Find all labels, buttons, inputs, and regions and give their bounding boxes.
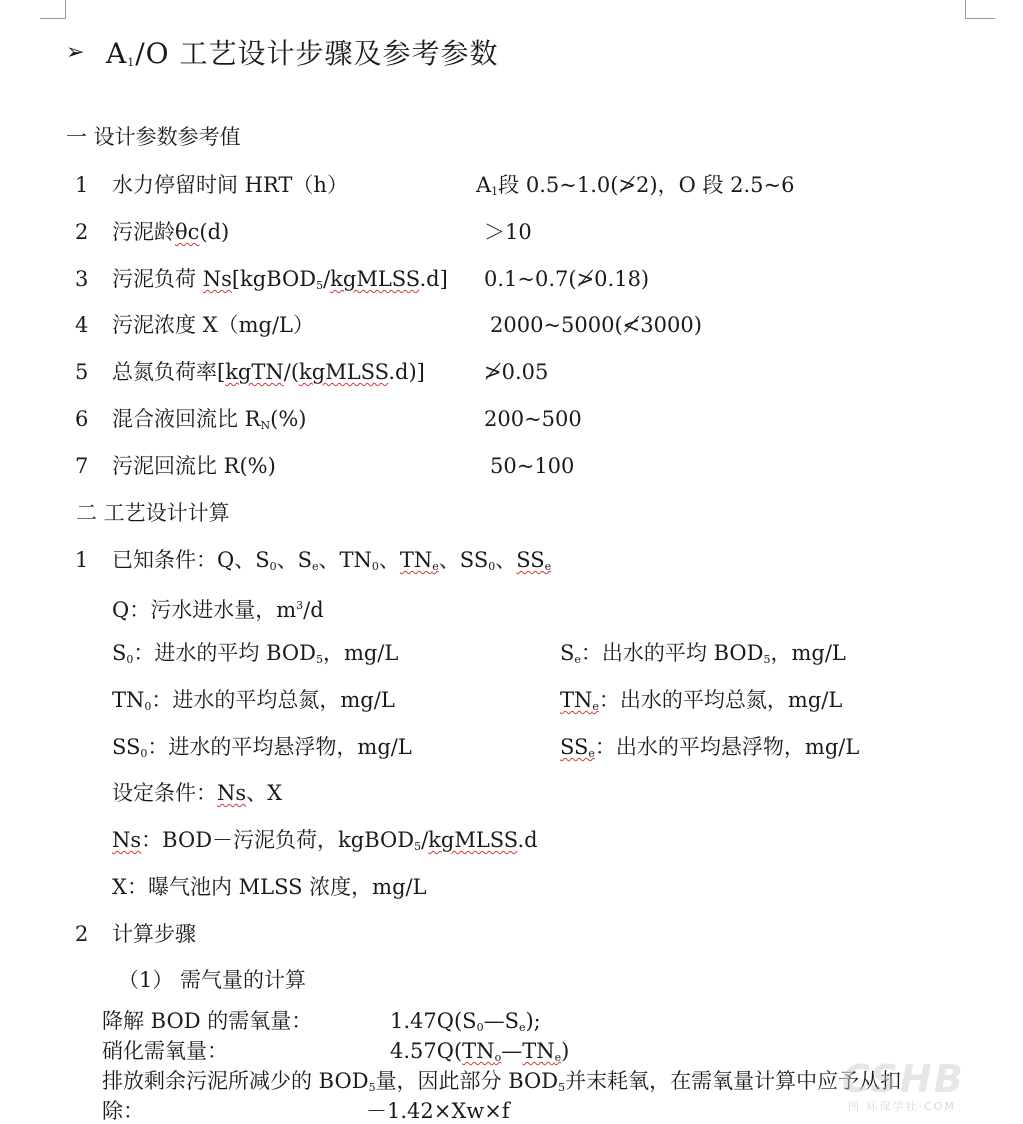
param-label: 污泥负荷 Ns[kgBOD$_5$/kgMLSS.d] xyxy=(112,267,448,292)
nitrification-label: 硝化需氧量： xyxy=(102,1039,228,1063)
item-number: 1 xyxy=(75,173,89,197)
param-label: 污泥回流比 R(%) xyxy=(112,454,276,478)
deduct-label: 除： xyxy=(102,1099,144,1123)
bod-oxygen-label: 降解 BOD 的需氧量： xyxy=(102,1009,313,1033)
bod-oxygen-formula: $1.47Q(S_0—S_e)$; xyxy=(390,1009,541,1034)
watermark-small-text: 图 环保学社·COM xyxy=(848,1100,956,1113)
page-corner-mark-left-h xyxy=(40,18,66,19)
param-value: 200~500 xyxy=(484,407,582,431)
sludge-text: 排放剩余污泥所减少的 $BOD_5$量，因此部分 $BOD_5$并末耗氧，在需氧量计算中应予从扣 xyxy=(102,1069,902,1094)
param-value: $A_1$段 0.5~1.0(≯2)，O 段 2.5~6 xyxy=(476,173,795,198)
sub-heading: （1） 需气量的计算 xyxy=(118,968,307,992)
item-number: 4 xyxy=(75,313,89,337)
step-heading: 计算步骤 xyxy=(112,922,196,946)
nitrification-formula: $4.57Q(TN_o—TN_e)$ xyxy=(390,1039,570,1064)
title-text: $A_1/O$ 工艺设计步骤及参考参数 xyxy=(106,37,499,70)
item-number: 7 xyxy=(75,454,89,478)
item-number: 6 xyxy=(75,407,89,431)
param-label: 总氮负荷率[kgTN/(kgMLSS.d)] xyxy=(112,360,425,384)
page-corner-mark-right xyxy=(965,0,966,18)
definition-se: $S_e$：出水的平均 $BOD_5$，mg/L xyxy=(560,641,846,666)
item-number: 5 xyxy=(75,360,89,384)
param-label: 污泥浓度 X（mg/L） xyxy=(112,313,315,337)
param-label: 水力停留时间 HRT（h） xyxy=(112,173,348,197)
param-value: 50~100 xyxy=(490,454,575,478)
param-value: ＞10 xyxy=(484,220,532,244)
deduct-formula: －1.42×Xw×f xyxy=(366,1099,510,1123)
item-number: 3 xyxy=(75,267,89,291)
page-corner-mark-right-h xyxy=(965,18,995,19)
definition-ns: Ns：BOD－污泥负荷，kgBOD$_5$/kgMLSS.d xyxy=(112,828,538,853)
definition-s0: $S_0$：进水的平均 $BOD_5$，mg/L xyxy=(112,641,399,666)
arrow-bullet-icon: ➢ xyxy=(66,39,85,65)
definition-x: X：曝气池内 MLSS 浓度，mg/L xyxy=(112,875,427,899)
section-heading-2: 二 工艺设计计算 xyxy=(76,501,230,525)
step-number-1: 1 xyxy=(75,548,89,572)
definition-q: Q：污水进水量，$m^3/d$ xyxy=(112,598,324,622)
definition-tn0: $TN_0$：进水的平均总氮，mg/L xyxy=(112,688,395,713)
document-title xyxy=(66,30,499,74)
watermark-big-text: CSHB xyxy=(842,1057,965,1101)
param-label: 混合液回流比 $R_N(\%)$ xyxy=(112,407,307,432)
page-corner-mark-left xyxy=(65,0,66,18)
step-number-2: 2 xyxy=(75,922,89,946)
section-heading-1: 一 设计参数参考值 xyxy=(66,125,241,149)
known-conditions: 已知条件：Q、$S_0$、$S_e$、$TN_0$、$TN_e$、$SS_0$、$SS_e$ xyxy=(112,548,552,573)
param-value: 0.1~0.7(≯0.18) xyxy=(484,267,650,291)
definition-tne: $TN_e$：出水的平均总氮，mg/L xyxy=(560,688,843,713)
definition-sse: $SS_e$：出水的平均悬浮物，mg/L xyxy=(560,735,860,760)
item-number: 2 xyxy=(75,220,89,244)
watermark-logo xyxy=(842,1057,1017,1113)
definition-ss0: $SS_0$：进水的平均悬浮物，mg/L xyxy=(112,735,412,760)
set-conditions: 设定条件：Ns、X xyxy=(112,781,283,805)
param-value: 2000~5000(≮3000) xyxy=(490,313,702,337)
param-value: ≯0.05 xyxy=(484,360,549,384)
param-label: 污泥龄θc(d) xyxy=(112,220,230,244)
